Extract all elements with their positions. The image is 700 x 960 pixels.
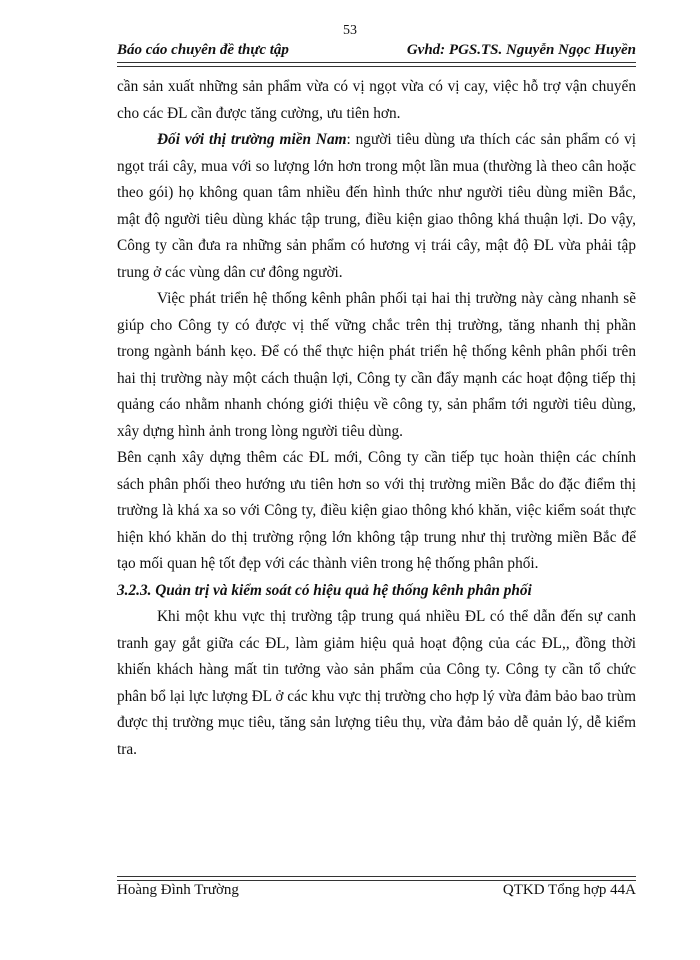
paragraph-2-text: : người tiêu dùng ưa thích các sản phẩm có vị ngọt trái cây, mua với so lượng lớn hơn trong một lần mua (thường là theo cân hoặc theo gói) họ không quan tâm nhiều đến hình thức như người tiêu dùng miền Bắc, mật độ người tiêu dùng khác tập trung, điều kiện giao thông khá thuận lợi. Do vậy, Công ty cần đưa ra những sản phẩm có hương vị trái cây, mật độ ĐL vừa phải tập trung ở các vùng dân cư đông người.: [117, 131, 636, 281]
paragraph-1: cần sản xuất những sản phẩm vừa có vị ngọt vừa có vị cay, việc hỗ trợ vận chuyển cho các ĐL cần được tăng cường, ưu tiên hơn.: [117, 78, 636, 122]
paragraph-5: Khi một khu vực thị trường tập trung quá nhiều ĐL có thể dẫn đến sự canh tranh gay gắt giữa các ĐL, làm giảm hiệu quả hoạt động của các ĐL,, đồng thời khiến khách hàng mất tin tưởng vào sản phẩm của Công ty. Công ty cần tổ chức phân bổ lại lực lượng ĐL ở các khu vực thị trường cho hợp lý vừa đảm bảo bao trùm được thị trường mục tiêu, tăng sản lượng tiêu thụ, vừa đảm bảo dễ quản lý, dễ kiểm tra.: [117, 608, 636, 758]
page-body: [117, 74, 636, 763]
paragraph-2-lead: Đối với thị trường miền Nam: [157, 131, 347, 148]
paragraph-2: [117, 127, 636, 286]
header-report-title: Báo cáo chuyên đề thực tập: [117, 42, 289, 58]
footer-author: Hoàng Đình Trường: [117, 882, 239, 898]
page-number: 53: [343, 23, 357, 38]
header-divider: [117, 62, 636, 67]
paragraph-3: Việc phát triển hệ thống kênh phân phối tại hai thị trường này càng nhanh sẽ giúp cho Công ty có được vị thế vững chắc trên thị trường, tăng nhanh thị phần trong ngành bánh kẹo. Để có thể thực hiện phát triển hệ thống kênh phân phối trên hai thị trường này một cách thuận lợi, Công ty cần đẩy mạnh các hoạt động tiếp thị quảng cáo nhằm nhanh chóng giới thiệu về công ty, sản phẩm tới người tiêu dùng, xây dựng hình ảnh trong lòng người tiêu dùng.: [117, 290, 636, 440]
footer-class: QTKD Tổng hợp 44A: [502, 882, 636, 898]
header-supervisor: Gvhd: PGS.TS. Nguyễn Ngọc Huyền: [406, 42, 636, 58]
paragraph-4: Bên cạnh xây dựng thêm các ĐL mới, Công ty cần tiếp tục hoàn thiện các chính sách phân phối theo hướng ưu tiên hơn so với thị trường miền Bắc do đặc điểm thị trường là khá xa so với Công ty, điều kiện giao thông khó khăn, việc kiểm soát thực hiện khó khăn do thị trường rộng lớn không tập trung như thị trường miền Bắc để tạo mối quan hệ tốt đẹp với các thành viên trong hệ thống phân phối.: [117, 449, 636, 572]
section-heading: 3.2.3. Quản trị và kiểm soát có hiệu quả hệ thống kênh phân phối: [117, 581, 532, 599]
